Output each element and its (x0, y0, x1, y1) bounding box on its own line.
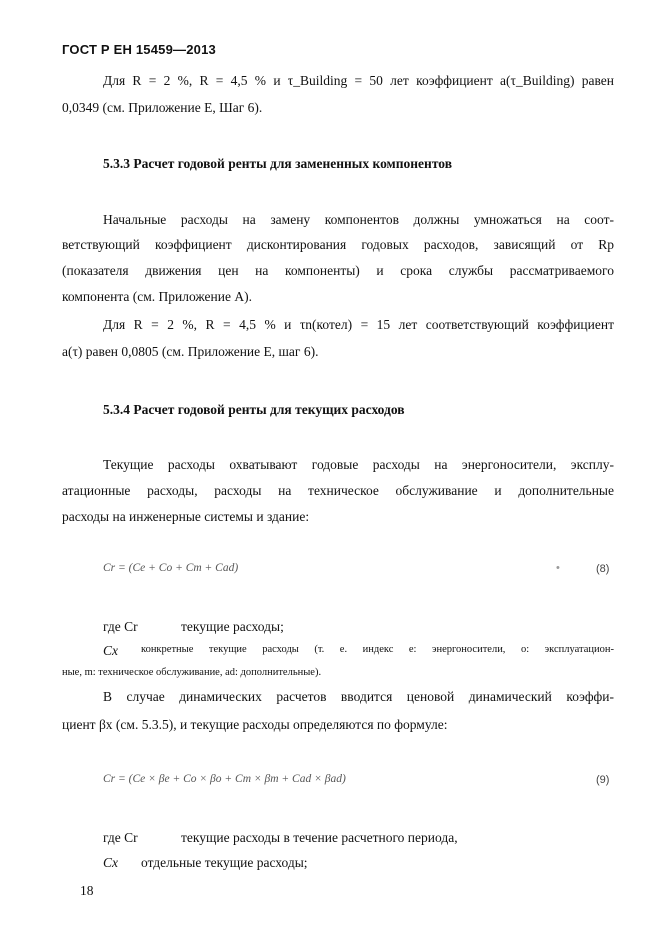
para2-line2: ветствующий коэффициент дисконтирования годовых расходов, зависящий от Rp (62, 237, 614, 252)
para1-line1: Для R = 2 %, R = 4,5 % и τ_Building = 50 лет коэффициент a(τ_Building) равен (103, 73, 614, 88)
para4-line3: расходы на инженерные системы и здание: (62, 509, 310, 524)
formula-9-number: (9) (596, 774, 610, 786)
where2-label: где Cr (103, 830, 138, 845)
formula-9: Cr = (Ce × βe + Co × βo + Cm × βm + Cad × βad) (103, 773, 346, 785)
para5-line2: циент βx (см. 5.3.5), и текущие расходы определяются по формуле: (62, 717, 448, 732)
document-header: ГОСТ Р ЕН 15459—2013 (62, 42, 216, 57)
formula-8-number: (8) (596, 563, 610, 575)
where1-label: где Cr (103, 619, 138, 634)
where1-small1: конкретные текущие расходы (т. е. индекс е: энергоносители, о: эксплуатацион- (141, 644, 614, 655)
section-5-3-3-title: 5.3.3 Расчет годовой ренты для замененных компонентов (103, 156, 452, 171)
section-5-3-4-title: 5.3.4 Расчет годовой ренты для текущих расходов (103, 402, 405, 417)
para2-line3: (показателя движения цен на компоненты) и срока службы рассматриваемого (62, 263, 614, 278)
para1-line2: 0,0349 (см. Приложение Е, Шаг 6). (62, 100, 263, 115)
para4-line2: атационные расходы, расходы на техническое обслуживание и дополнительные (62, 483, 614, 498)
para3-line2: a(τ) равен 0,0805 (см. Приложение Е, шаг 6). (62, 344, 319, 359)
page-number: 18 (80, 883, 94, 898)
formula-8-dot: • (556, 562, 560, 574)
where1-desc: текущие расходы; (181, 619, 284, 634)
where2-desc: текущие расходы в течение расчетного периода, (181, 830, 458, 845)
formula-8: Cr = (Ce + Co + Cm + Cad) (103, 562, 239, 574)
where1-sym: Cx (103, 643, 118, 658)
where1-small2: ные, m: техническое обслуживание, ad: дополнительные). (62, 667, 322, 678)
where2-sym: Cx (103, 855, 118, 870)
para3-line1: Для R = 2 %, R = 4,5 % и τn(котел) = 15 лет соответствующий коэффициент (103, 317, 614, 332)
where2-desc2: отдельные текущие расходы; (141, 855, 308, 870)
para4-line1: Текущие расходы охватывают годовые расходы на энергоносители, эксплу- (103, 457, 614, 472)
para5-line1: В случае динамических расчетов вводится ценовой динамический коэффи- (103, 689, 614, 704)
para2-line1: Начальные расходы на замену компонентов должны умножаться на соот- (103, 212, 614, 227)
para2-line4: компонента (см. Приложение А). (62, 289, 252, 304)
